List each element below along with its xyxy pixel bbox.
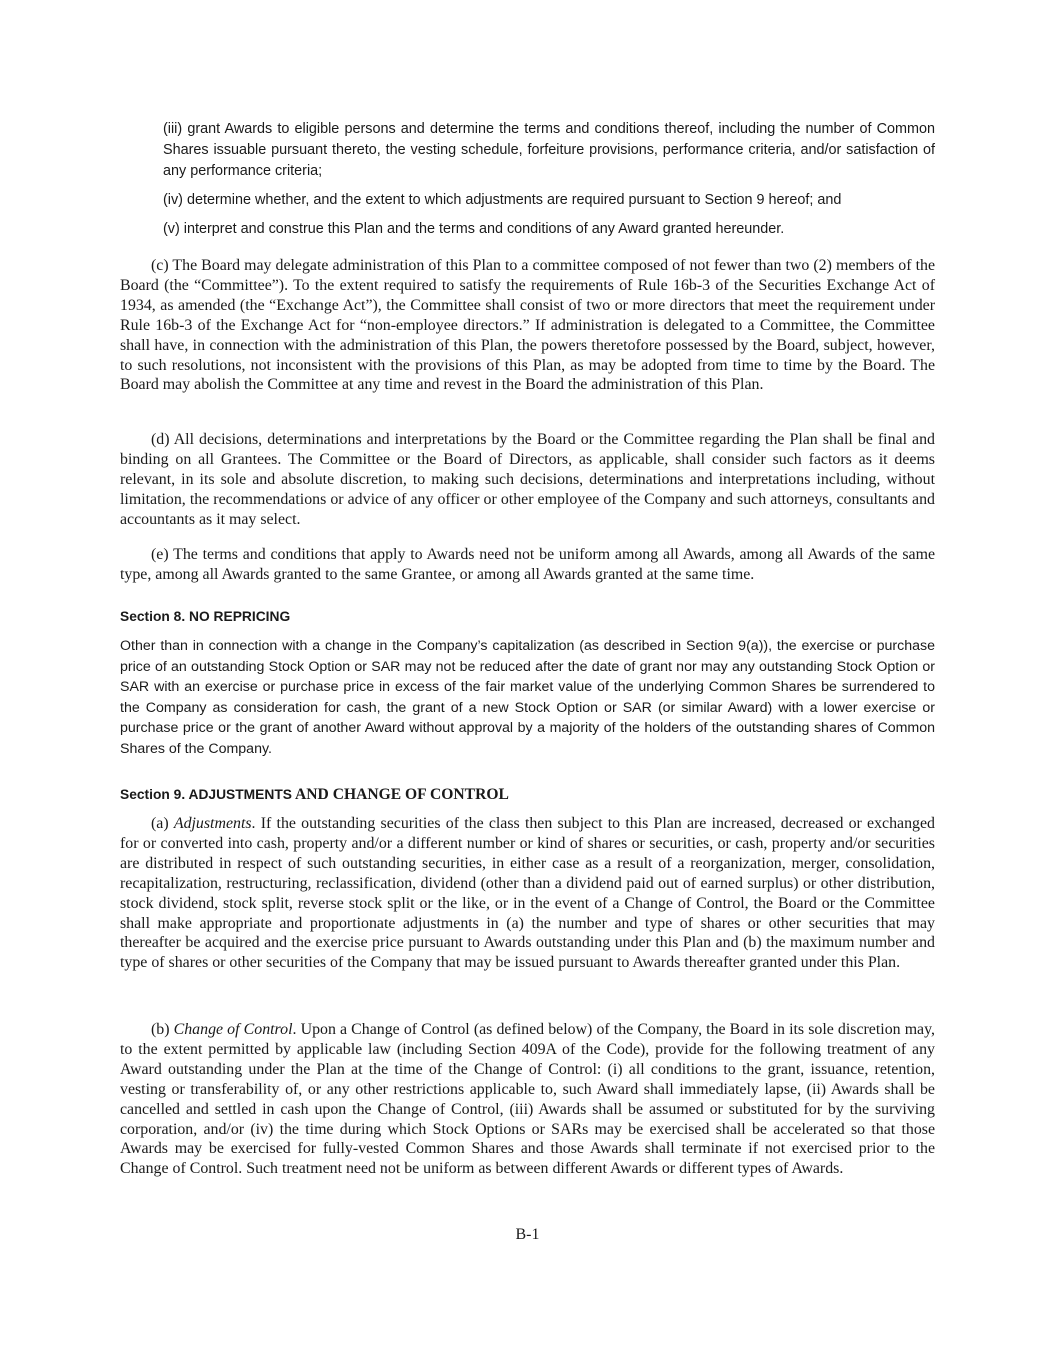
section-9-heading	[120, 786, 509, 804]
section-8-heading: Section 8. NO REPRICING	[120, 609, 291, 624]
paragraph-9a	[120, 814, 935, 973]
paragraph-9b-title: Change of Control	[173, 1021, 293, 1038]
paragraph-9b-body: . Upon a Change of Control (as defined below) of the Company, the Board in its sole discretion may, to the extent permitted by applicable law (including Section 409A of the Code), provide for the following treatment of any Award outstanding under the Plan at the time of the Change of Control: (i) all conditions to the grant, issuance, retention, vesting or transferability of, or any other restrictions applicable to, such Award shall immediately lapse, (ii) Awards shall be cancelled and settled in cash upon the Change of Control, (iii) Awards shall be assumed or substituted for by the surviving corporation, and/or (iv) the time during which Stock Options or SARs may be exercised shall be accelerated so that those Awards may be exercised for fully-vested Common Shares and those Awards shall terminate if not exercised prior to the Change of Control. Such treatment need not be uniform as between different Awards or different types of Awards.	[120, 1021, 935, 1178]
section-9-heading-sans: Section 9. ADJUSTMENTS	[120, 787, 292, 802]
paragraph-c: (c) The Board may delegate administration of this Plan to a committee composed of not fewer than two (2) members of the Board (the “Committee”). To the extent required to satisfy the requirements of Rule 16b-3 of the Securities Exchange Act of 1934, as amended (the “Exchange Act”), the Committee shall consist of two or more directors that meet the requirement under Rule 16b-3 of the Exchange Act for “non-employee directors.” If administration is delegated to a Committee, the Committee shall have, in connection with the administration of this Plan, the powers theretofore possessed by the Board, subject, however, to such resolutions, not inconsistent with the provisions of this Plan, as may be adopted from time to time by the Board. The Board may abolish the Committee at any time and revest in the Board the administration of this Plan.	[120, 257, 935, 394]
paragraph-9a-body: . If the outstanding securities of the class then subject to this Plan are increased, decreased or exchanged for or converted into cash, property and/or a different number or kind of shares or securities, or cash, property and/or securities are distributed in respect of such outstanding securities, in either case as a result of a reorganization, merger, consolidation, recapitalization, restructuring, reclassification, dividend (other than a dividend paid out of earned surplus) or other distribution, stock dividend, stock split, reverse stock split or the like, or in the event of a Change of Control, the Board or the Committee shall make appropriate and proportionate adjustments in (a) the number and type of shares or other securities that may thereafter be acquired and the exercise price pursuant to Awards outstanding under this Plan and (b) the maximum number and type of shares or other securities of the Company that may be issued pursuant to Awards thereafter granted under this Plan.	[120, 815, 935, 972]
section-9-heading-serif: AND CHANGE OF CONTROL	[291, 786, 509, 803]
paragraph-9a-label: (a)	[151, 815, 174, 832]
paragraph-d: (d) All decisions, determinations and interpretations by the Board or the Committee regarding the Plan shall be final and binding on all Grantees. The Committee or the Board of Directors, as applicable, shall consider such factors as it deems relevant, in its sole and absolute discretion, to making such decisions, determinations and interpretations including, without limitation, the recommendations or advice of any officer or other employee of the Company and such attorneys, consultants and accountants as it may select.	[120, 431, 935, 528]
item-v: (v) interpret and construe this Plan and the terms and conditions of any Award granted hereunder.	[163, 221, 785, 237]
paragraph-9b-label: (b)	[151, 1021, 174, 1038]
paragraph-9b	[120, 1020, 935, 1179]
item-iii: (iii) grant Awards to eligible persons and determine the terms and conditions thereof, including the number of Common Shares issuable pursuant thereto, the vesting schedule, forfeiture provisions, performance criteria, and/or satisfaction of any performance criteria;	[163, 121, 935, 179]
item-iv: (iv) determine whether, and the extent to which adjustments are required pursuant to Section 9 hereof; and	[163, 192, 842, 208]
paragraph-e: (e) The terms and conditions that apply to Awards need not be uniform among all Awards, among all Awards of the same type, among all Awards granted to the same Grantee, or among all Awards granted at the same time.	[120, 546, 935, 583]
page-number: B-1	[515, 1226, 540, 1243]
section-8-body: Other than in connection with a change in the Company’s capitalization (as described in Section 9(a)), the exercise or purchase price of an outstanding Stock Option or SAR may not be reduced after the date of grant nor may any outstanding Stock Option or SAR with an exercise or purchase price in excess of the fair market value of the underlying Common Shares be surrendered to the Company as consideration for cash, the grant of a new Stock Option or SAR (or similar Award) with a lower exercise or purchase price or the grant of another Award without approval by a majority of the holders of the outstanding shares of Common Shares of the Company.	[120, 638, 935, 757]
paragraph-9a-title: Adjustments	[173, 815, 252, 832]
